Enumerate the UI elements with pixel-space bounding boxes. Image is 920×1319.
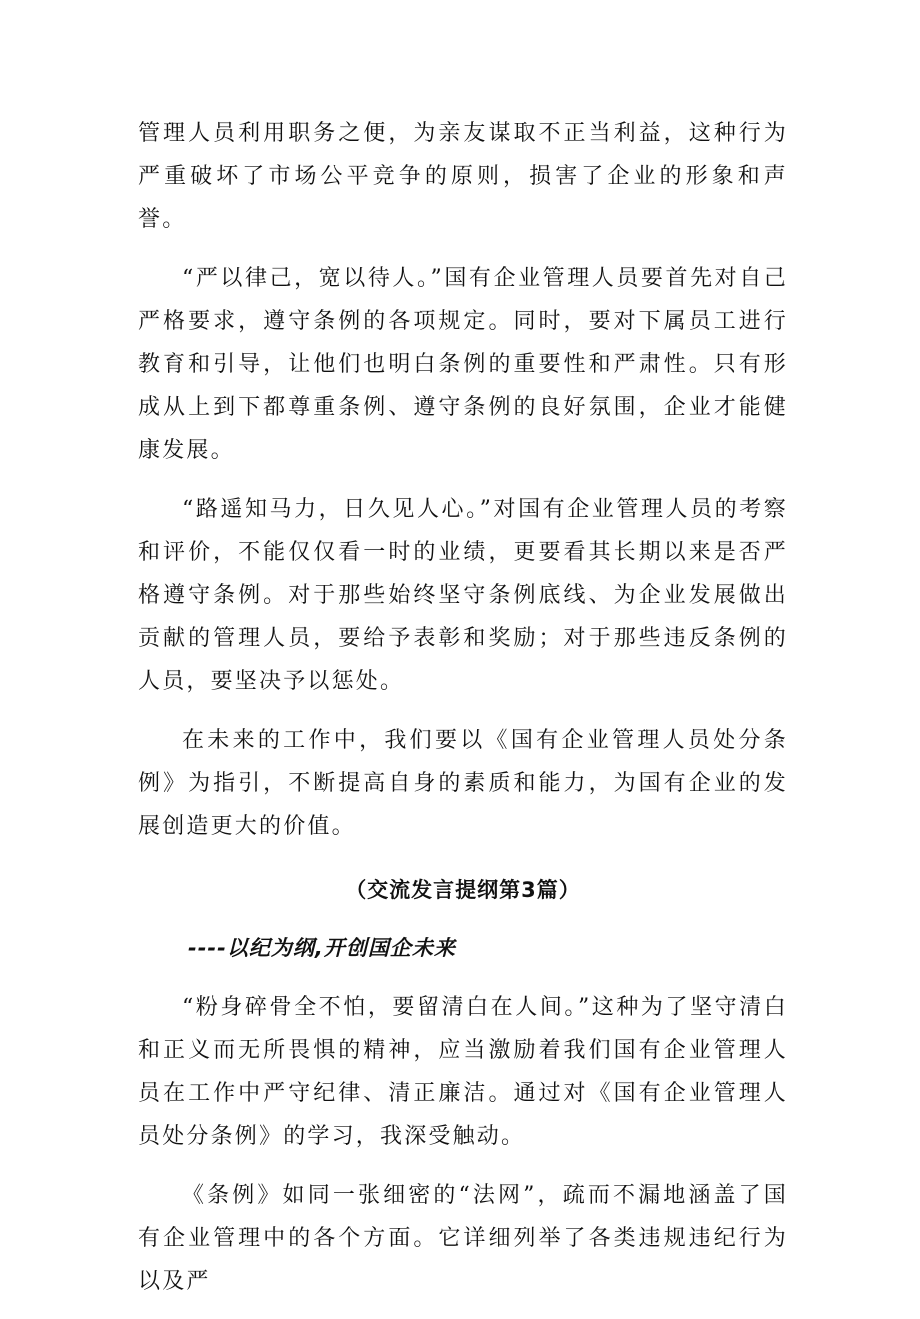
paragraph-self-discipline: “严以律己，宽以待人。”国有企业管理人员要首先对自己严格要求，遵守条例的各项规定。同时，要对下属员工进行教育和引导，让他们也明白条例的重要性和严肃性。只有形成从上到下都尊重条例、遵守条例的良好氛围，企业才能健康发展。 xyxy=(138,266,788,463)
document-body xyxy=(138,112,788,1319)
paragraph-regulation-net: 《条例》如同一张细密的“法网”，疏而不漏地涵盖了国有企业管理中的各个方面。它详细列举了各类违规违纪行为以及严 xyxy=(138,1183,788,1294)
paragraph-evaluation: “路遥知马力，日久见人心。”对国有企业管理人员的考察和评价，不能仅仅看一时的业绩，更要看其长期以来是否严格遵守条例。对于那些始终坚守条例底线、为企业发展做出贡献的管理人员，要给予表彰和奖励；对于那些违反条例的人员，要坚决予以惩处。 xyxy=(138,497,788,694)
section-title: （交流发言提纲第3篇） xyxy=(345,878,581,902)
section-subtitle: ----以纪为纲,开创国企未来 xyxy=(188,936,456,960)
paragraph-integrity: “粉身碎骨全不怕，要留清白在人间。”这种为了坚守清白和正义而无所畏惧的精神，应当激励着我们国有企业管理人员在工作中严守纪律、清正廉洁。通过对《国有企业管理人员处分条例》的学习，我深受触动。 xyxy=(138,995,788,1149)
paragraph-continuation: 管理人员利用职务之便，为亲友谋取不正当利益，这种行为严重破坏了市场公平竞争的原则，损害了企业的形象和声誉。 xyxy=(138,121,788,232)
paragraph-future-work: 在未来的工作中，我们要以《国有企业管理人员处分条例》为指引，不断提高自身的素质和能力，为国有企业的发展创造更大的价值。 xyxy=(138,728,788,839)
